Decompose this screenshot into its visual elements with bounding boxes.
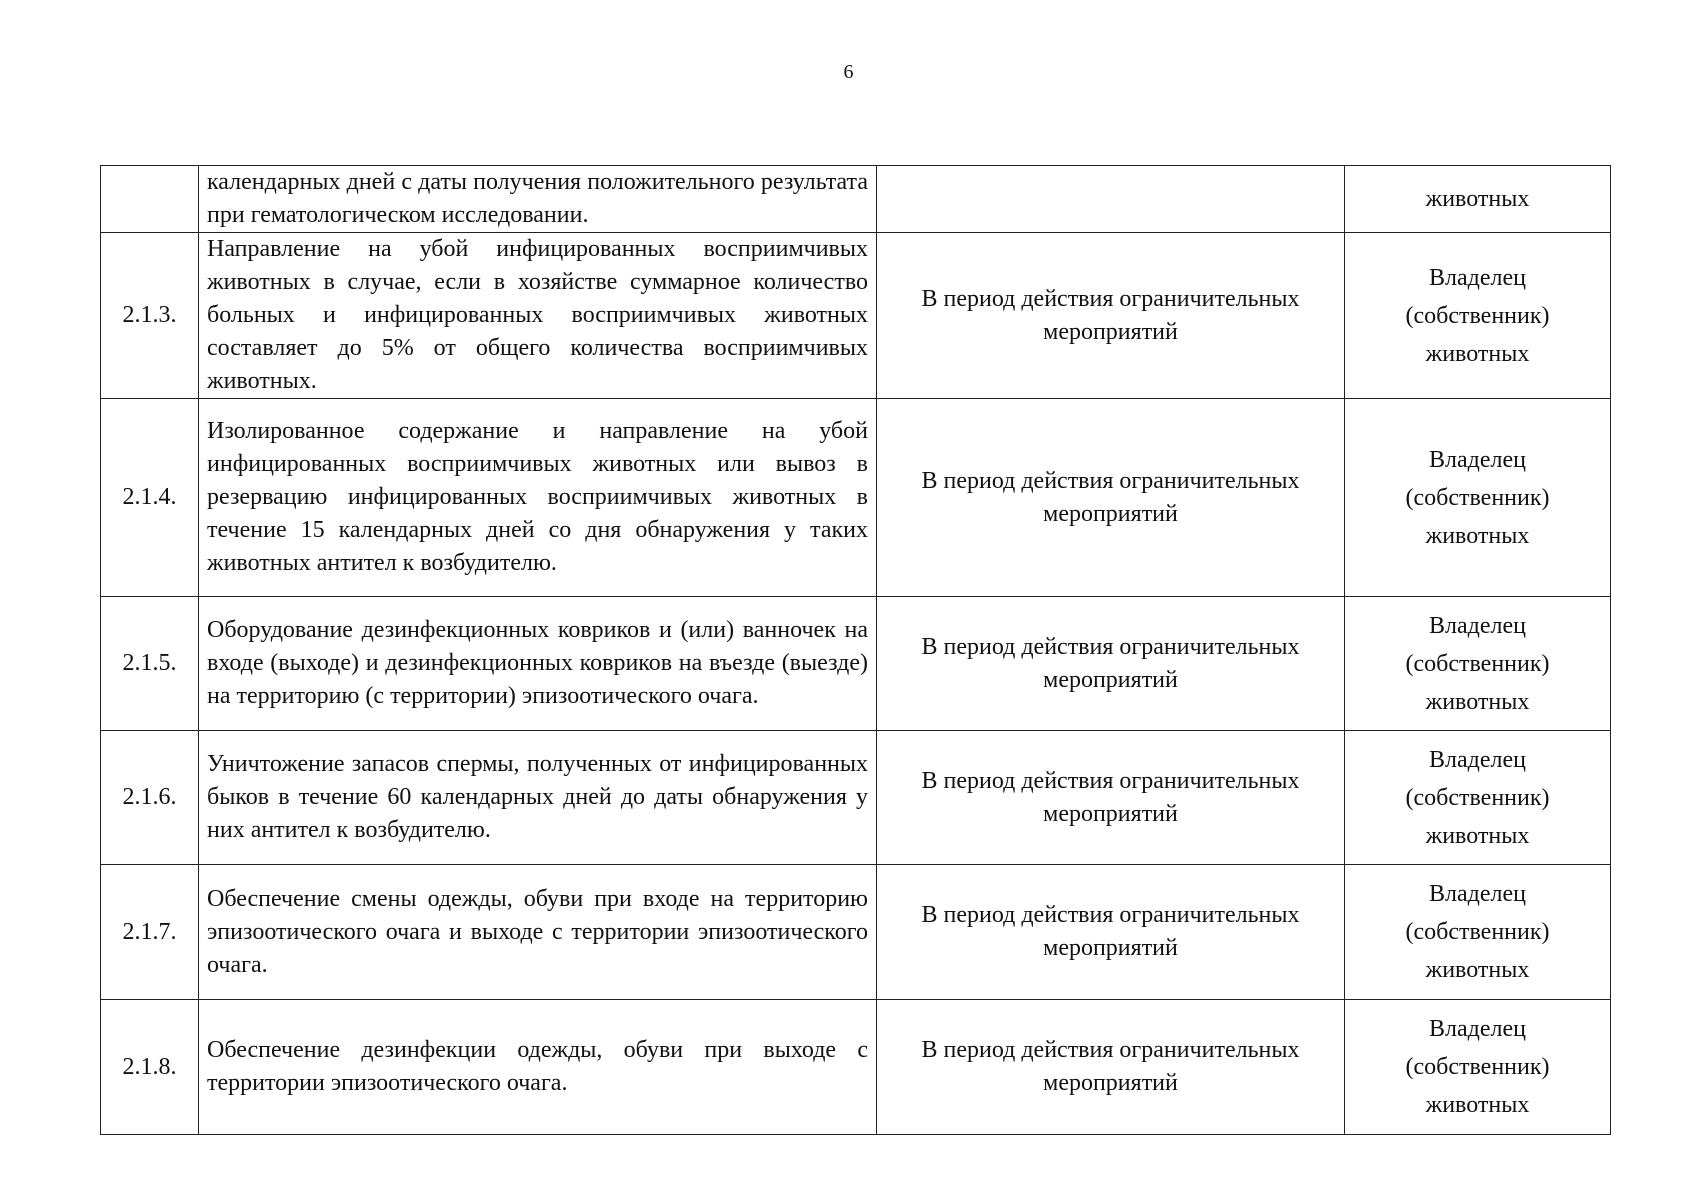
row-number: 2.1.7. [101, 865, 199, 1000]
responsible-line: животных [1425, 522, 1530, 549]
table-row [101, 166, 1611, 233]
row-period: В период действия ограничительных мероприятий [877, 1000, 1345, 1135]
row-period: В период действия ограничительных мероприятий [877, 399, 1345, 597]
row-description: Направление на убой инфицированных восприимчивых животных в случае, если в хозяйстве суммарное количество больных и инфицированных восприимчивых животных составляет до 5% от общего количества восприимчивых животных. [199, 233, 877, 399]
row-period [877, 166, 1345, 233]
table-row [101, 399, 1611, 597]
row-description: календарных дней с даты получения положительного результата при гематологическом исследовании. [199, 166, 877, 233]
row-responsible [1345, 731, 1611, 865]
responsible-line: животных [1425, 822, 1530, 849]
row-number: 2.1.3. [101, 233, 199, 399]
table-row [101, 731, 1611, 865]
responsible-line: животных [1425, 957, 1530, 983]
responsible-line: (собственник) [1405, 1054, 1550, 1080]
responsible-line: Владелец [1429, 881, 1526, 907]
row-responsible [1345, 865, 1611, 1000]
responsible-line: (собственник) [1405, 650, 1550, 677]
responsible-line: Владелец [1429, 746, 1526, 773]
responsible-line: животных [1425, 186, 1530, 212]
table-row [101, 233, 1611, 399]
responsible-line: животных [1425, 1092, 1530, 1118]
responsible-line: (собственник) [1405, 784, 1550, 811]
page-number: 6 [843, 61, 854, 83]
row-number: 2.1.5. [101, 597, 199, 731]
row-responsible [1345, 399, 1611, 597]
responsible-line: (собственник) [1405, 302, 1550, 329]
row-description: Уничтожение запасов спермы, полученных от инфицированных быков в течение 60 календарных дней до даты обнаружения у них антител к возбудителю. [199, 731, 877, 865]
measures-table [100, 165, 1611, 1135]
row-description: Изолированное содержание и направление на убой инфицированных восприимчивых животных или вывоз в резервацию инфицированных восприимчивых животных в течение 15 календарных дней со дня обнаружения у таких животных антител к возбудителю. [199, 399, 877, 597]
row-description: Оборудование дезинфекционных ковриков и (или) ванночек на входе (выходе) и дезинфекционных ковриков на въезде (выезде) на территорию (с территории) эпизоотического очага. [199, 597, 877, 731]
row-number: 2.1.4. [101, 399, 199, 597]
row-number: 2.1.8. [101, 1000, 199, 1135]
row-period: В период действия ограничительных мероприятий [877, 731, 1345, 865]
responsible-line: Владелец [1429, 1016, 1526, 1042]
row-responsible [1345, 1000, 1611, 1135]
row-description: Обеспечение смены одежды, обуви при входе на территорию эпизоотического очага и выходе с территории эпизоотического очага. [199, 865, 877, 1000]
table-row [101, 597, 1611, 731]
table-row [101, 865, 1611, 1000]
responsible-line: Владелец [1429, 446, 1526, 473]
row-responsible [1345, 597, 1611, 731]
responsible-line: Владелец [1429, 264, 1526, 291]
row-period: В период действия ограничительных мероприятий [877, 597, 1345, 731]
responsible-line: животных [1425, 688, 1530, 715]
row-responsible [1345, 233, 1611, 399]
row-responsible [1345, 166, 1611, 233]
row-period: В период действия ограничительных мероприятий [877, 865, 1345, 1000]
row-period: В период действия ограничительных мероприятий [877, 233, 1345, 399]
responsible-line: Владелец [1429, 612, 1526, 639]
responsible-line: (собственник) [1405, 484, 1550, 511]
row-number [101, 166, 199, 233]
row-number: 2.1.6. [101, 731, 199, 865]
table-row [101, 1000, 1611, 1135]
row-description: Обеспечение дезинфекции одежды, обуви при выходе с территории эпизоотического очага. [199, 1000, 877, 1135]
responsible-line: животных [1425, 340, 1530, 367]
responsible-line: (собственник) [1405, 919, 1550, 945]
